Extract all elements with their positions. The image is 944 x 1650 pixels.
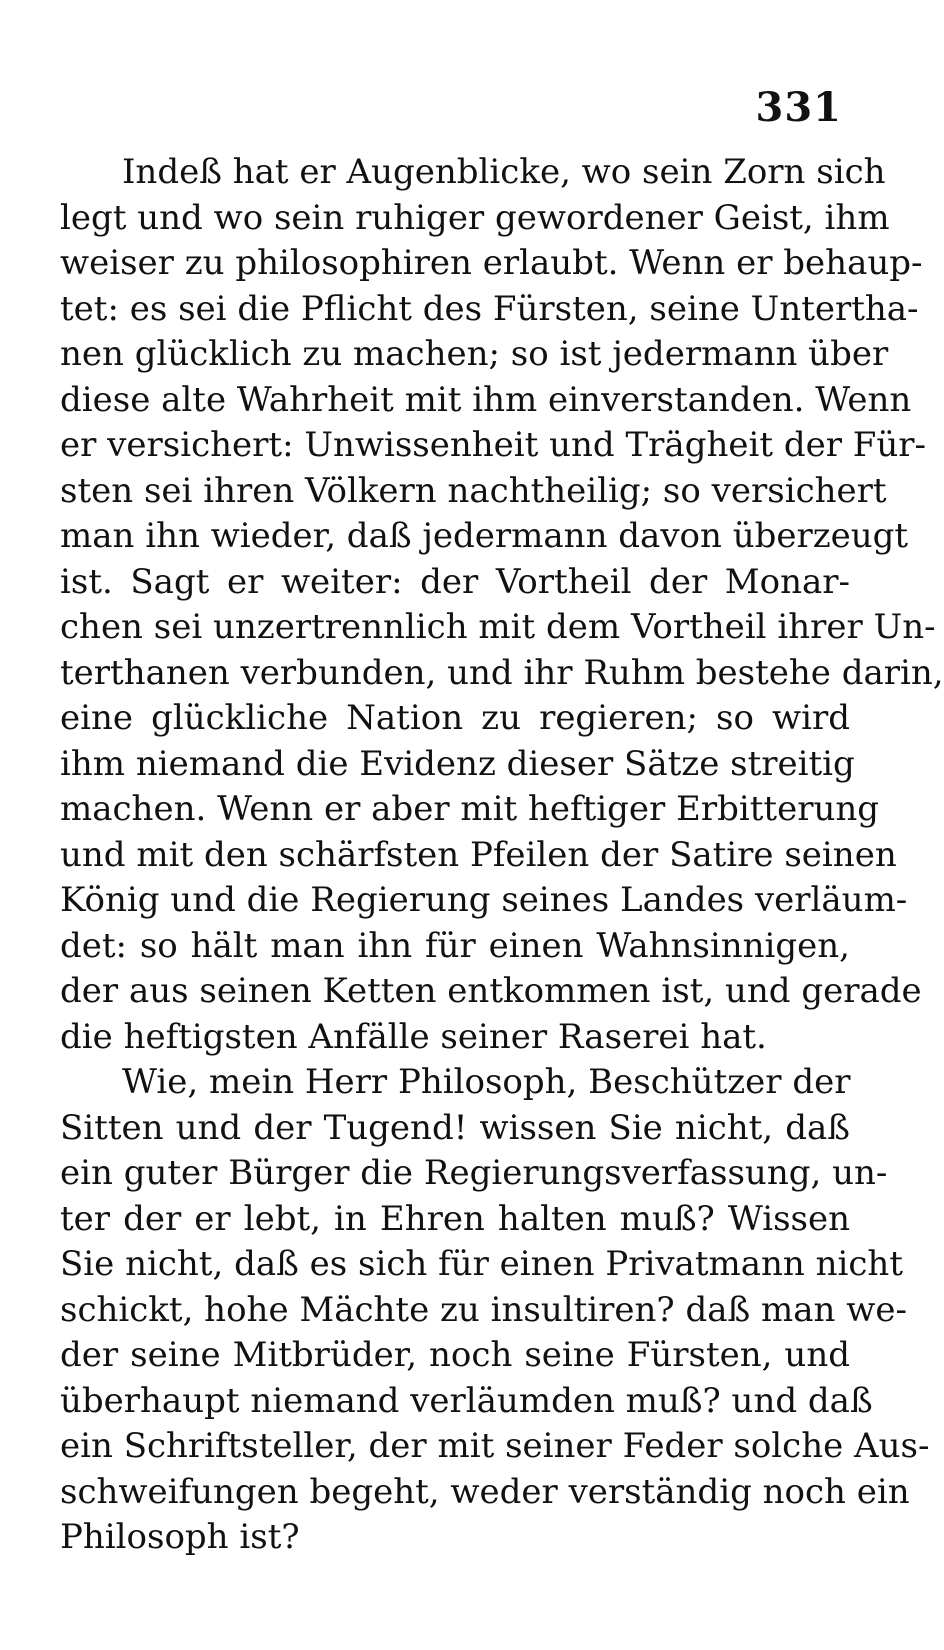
text-line: weiser zu philosophiren erlaubt. Wenn er behaup- xyxy=(60,243,923,283)
text-line: schweifungen begeht, weder verständig noch ein xyxy=(60,1471,910,1512)
text-line: König und die Regierung seines Landes verläum- xyxy=(60,880,908,920)
text-line: tet: es sei die Pflicht des Fürsten, seine Untertha- xyxy=(60,288,919,329)
text-line: überhaupt niemand verläumden muß? und daß xyxy=(60,1380,873,1421)
text-line: ist. Sagt er weiter: der Vortheil der Monar- xyxy=(60,561,850,602)
text-line: er versichert: Unwissenheit und Trägheit der Für- xyxy=(60,425,927,465)
text-line: eine glückliche Nation zu regieren; so wird xyxy=(60,698,850,738)
text-line: der seine Mitbrüder, noch seine Fürsten, und xyxy=(60,1335,850,1375)
text-line: Indeß hat er Augenblicke, wo sein Zorn sich xyxy=(122,152,886,192)
text-line: die heftigsten Anfälle seiner Raserei hat. xyxy=(60,1016,767,1057)
text-line: schickt, hohe Mächte zu insultiren? daß man we- xyxy=(60,1289,907,1330)
text-line: det: so hält man ihn für einen Wahnsinnigen, xyxy=(60,925,850,966)
text-line: legt und wo sein ruhiger gewordener Geist, ihm xyxy=(60,197,890,238)
paragraph-1 xyxy=(60,150,944,1060)
text-line: sten sei ihren Völkern nachtheilig; so versichert xyxy=(60,470,887,511)
page-number: 331 xyxy=(755,84,842,131)
text-line: ein Schriftsteller, der mit seiner Feder solche Aus- xyxy=(60,1426,930,1466)
text-line: ter der er lebt, in Ehren halten muß? Wissen xyxy=(60,1198,850,1239)
text-line: terthanen verbunden, und ihr Ruhm bestehe darin, xyxy=(60,652,944,693)
text-line: machen. Wenn er aber mit heftiger Erbitterung xyxy=(60,789,880,829)
text-line: diese alte Wahrheit mit ihm einverstanden. Wenn xyxy=(60,379,912,420)
text-line: ihm niemand die Evidenz dieser Sätze streitig xyxy=(60,743,855,784)
text-line: Sitten und der Tugend! wissen Sie nicht, daß xyxy=(60,1107,850,1148)
text-line: Philosoph ist? xyxy=(60,1517,300,1557)
text-line: Sie nicht, daß es sich für einen Privatmann nicht xyxy=(60,1244,903,1284)
text-line: man ihn wieder, daß jedermann davon überzeugt xyxy=(60,516,909,556)
text-line: chen sei unzertrennlich mit dem Vortheil ihrer Un- xyxy=(60,607,936,647)
body-text xyxy=(60,150,944,1561)
paragraph-2 xyxy=(60,1060,930,1561)
text-line: nen glücklich zu machen; so ist jedermann über xyxy=(60,334,889,374)
text-line: Wie, mein Herr Philosoph, Beschützer der xyxy=(122,1062,851,1102)
text-line: der aus seinen Ketten entkommen ist, und gerade xyxy=(60,971,922,1011)
text-line: ein guter Bürger die Regierungsverfassung, un- xyxy=(60,1153,888,1193)
text-line: und mit den schärfsten Pfeilen der Satire seinen xyxy=(60,834,897,875)
